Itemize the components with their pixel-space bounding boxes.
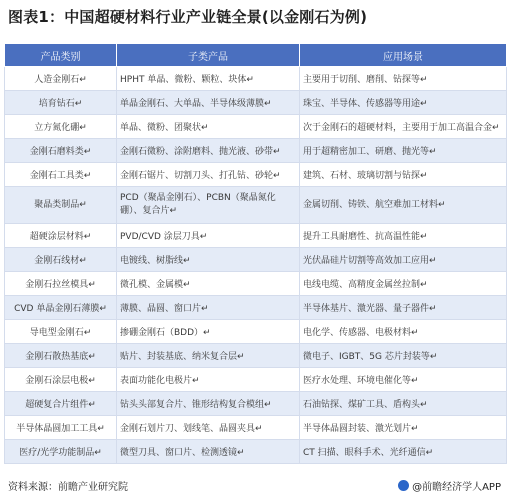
cell-applications: 石油钻探、煤矿工具、盾构头↵ (300, 392, 507, 416)
cell-category: 金刚石线材↵ (5, 248, 117, 272)
cell-sub-products: PCD（聚晶金刚石）、PCBN（聚晶氮化硼）、复合片↵ (117, 187, 300, 224)
cell-category: 金刚石磨料类↵ (5, 139, 117, 163)
cell-sub-products: 贴片、封装基底、纳米复合层↵ (117, 344, 300, 368)
cell-sub-products: 电镀线、树脂线↵ (117, 248, 300, 272)
industry-chain-table (4, 43, 507, 464)
cell-sub-products: 金刚石锯片、切割刀头、打孔钻、砂轮↵ (117, 163, 300, 187)
table-row (5, 296, 507, 320)
header-product-category: 产品类别 (5, 44, 117, 67)
table-row (5, 440, 507, 464)
cell-category: 聚晶类制品↵ (5, 187, 117, 224)
cell-category: 金刚石涂层电极↵ (5, 368, 117, 392)
cell-category: 金刚石散热基底↵ (5, 344, 117, 368)
cell-applications: 半导体基片、激光器、量子器件↵ (300, 296, 507, 320)
table-row (5, 115, 507, 139)
cell-applications: 主要用于切削、磨削、钻探等↵ (300, 67, 507, 91)
cell-applications: 医疗水处理、环境电催化等↵ (300, 368, 507, 392)
brand-credit (398, 478, 501, 493)
cell-applications: 微电子、IGBT、5G 芯片封装等↵ (300, 344, 507, 368)
cell-category: 超硬涂层材料↵ (5, 224, 117, 248)
table-row (5, 67, 507, 91)
cell-category: 人造金刚石↵ (5, 67, 117, 91)
cell-applications: CT 扫描、眼科手术、光纤通信↵ (300, 440, 507, 464)
header-application-scenarios: 应用场景 (300, 44, 507, 67)
cell-applications: 光伏晶硅片切割等高效加工应用↵ (300, 248, 507, 272)
table-row (5, 163, 507, 187)
table-row (5, 248, 507, 272)
cell-category: 导电型金刚石↵ (5, 320, 117, 344)
cell-applications: 次于金刚石的超硬材料，主要用于加工高温合金↵ (300, 115, 507, 139)
cell-applications: 半导体晶圆封装、激光划片↵ (300, 416, 507, 440)
table-row (5, 392, 507, 416)
cell-category: 金刚石工具类↵ (5, 163, 117, 187)
table-row (5, 139, 507, 163)
cell-sub-products: 钻头头部复合片、锥形结构复合模组↵ (117, 392, 300, 416)
cell-sub-products: PVD/CVD 涂层刀具↵ (117, 224, 300, 248)
table-header-row (5, 44, 507, 67)
cell-category: 超硬复合片组件↵ (5, 392, 117, 416)
cell-sub-products: 表面功能化电极片↵ (117, 368, 300, 392)
cell-applications: 珠宝、半导体、传感器等用途↵ (300, 91, 507, 115)
cell-sub-products: 微型刀具、窗口片、检测透镜↵ (117, 440, 300, 464)
cell-sub-products: 掺硼金刚石（BDD）↵ (117, 320, 300, 344)
table-row (5, 91, 507, 115)
table-row (5, 272, 507, 296)
cell-sub-products: 单晶、微粉、团聚状↵ (117, 115, 300, 139)
cell-applications: 金属切削、铸铁、航空难加工材料↵ (300, 187, 507, 224)
table-row (5, 416, 507, 440)
cell-sub-products: 金刚石微粉、涂附磨料、抛光液、砂带↵ (117, 139, 300, 163)
brand-label: @前瞻经济学人APP (412, 482, 501, 493)
table-row (5, 224, 507, 248)
brand-logo-icon (398, 480, 409, 491)
source-note: 资料来源：前瞻产业研究院 (8, 482, 128, 493)
cell-category: 立方氮化硼↵ (5, 115, 117, 139)
cell-applications: 建筑、石材、玻璃切割与钻探↵ (300, 163, 507, 187)
cell-applications: 提升工具耐磨性、抗高温性能↵ (300, 224, 507, 248)
page-title: 图表1：中国超硬材料行业产业链全景(以金刚石为例) (8, 8, 368, 26)
cell-category: 培育钻石↵ (5, 91, 117, 115)
cell-applications: 电化学、传感器、电极材料↵ (300, 320, 507, 344)
cell-applications: 用于超精密加工、研磨、抛光等↵ (300, 139, 507, 163)
cell-category: 医疗/光学功能制品↵ (5, 440, 117, 464)
cell-category: 金刚石拉丝模具↵ (5, 272, 117, 296)
cell-category: CVD 单晶金刚石薄膜↵ (5, 296, 117, 320)
cell-sub-products: 微孔模、金属模↵ (117, 272, 300, 296)
table-row (5, 187, 507, 224)
footer (8, 476, 505, 494)
cell-sub-products: HPHT 单晶、微粉、颗粒、块体↵ (117, 67, 300, 91)
header-sub-products: 子类产品 (117, 44, 300, 67)
cell-sub-products: 金刚石划片刀、划线笔、晶圆夹具↵ (117, 416, 300, 440)
cell-sub-products: 单晶金刚石、大单晶、半导体级薄膜↵ (117, 91, 300, 115)
cell-sub-products: 薄膜、晶圆、窗口片↵ (117, 296, 300, 320)
table-row (5, 368, 507, 392)
table-row (5, 320, 507, 344)
industry-chain-table-container (4, 43, 506, 464)
cell-applications: 电线电缆、高精度金属丝拉制↵ (300, 272, 507, 296)
table-row (5, 344, 507, 368)
cell-category: 半导体晶圆加工工具↵ (5, 416, 117, 440)
